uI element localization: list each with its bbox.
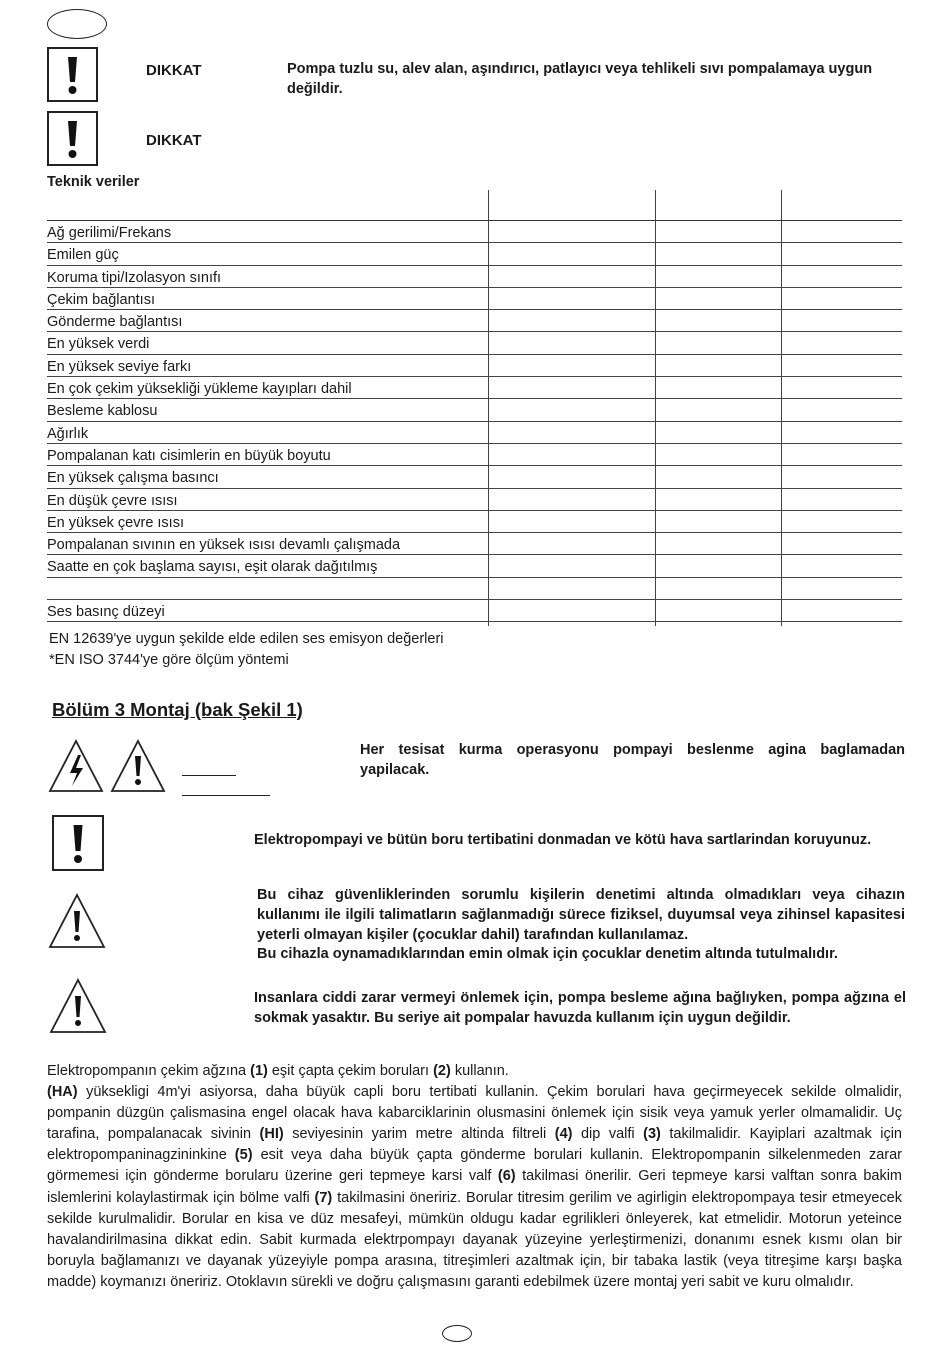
tech-data-title: Teknik veriler <box>47 174 140 190</box>
table-row <box>47 466 902 488</box>
row-label: Gönderme bağlantısı <box>47 314 183 331</box>
row-label: Emilen güç <box>47 247 119 264</box>
table-header <box>47 190 902 221</box>
notice-children: Bu cihaz güvenliklerinden sorumlu kişilerin denetimi altında olmadıkları veya cihazın kullanımı ile ilgili talimatların sağlanmadığı sürece fiziksel, duyumsal veya zihinsel kapasitesi yeterli olmayan kişiler (çocuklar dahil) tarafından kullanılamaz. <box>257 887 905 943</box>
table-row <box>47 332 902 354</box>
caution-box-1 <box>47 47 98 102</box>
table-row <box>47 444 902 466</box>
row-label: En yüksek çevre ısısı <box>47 514 184 531</box>
row-label: Pompalanan katı cisimlerin en büyük boyutu <box>47 447 331 464</box>
table-row <box>47 399 902 421</box>
text-run: eşit çapta çekim boruları <box>267 1063 434 1079</box>
row-label: Pompalanan sıvının en yüksek ısısı devamlı çalışmada <box>47 537 401 554</box>
notice-children-supervision: Bu cihazla oynamadıklarından emin olmak için çocuklar denetim altında tutulmalıdır. <box>257 946 838 962</box>
table-row <box>47 355 902 377</box>
text-run: takilmalidir. Kayiplari azaltmak için elektropompaninagzininkine <box>47 1126 902 1164</box>
text-run: kullanın. <box>450 1063 509 1079</box>
language-oval-bottom <box>442 1325 472 1342</box>
row-label: En yüksek çalışma basıncı <box>47 470 219 487</box>
table-row <box>47 288 902 310</box>
text-run: Elektropompanın çekim ağzına <box>47 1063 251 1079</box>
table-row <box>47 533 902 555</box>
table-row <box>47 422 902 444</box>
text-run: takilmasini öneririz. Borular titresim gerilim ve agirligin elektropompaya tesir etmeyecek sekilde kurulmalidir. Borular en kisa ve düz mesafeyi, mümkün oldugu kadar egrilikleri önleyerek, kat etmelidir. Motorun yeteince havalandirilmasina dikkat edin. Sabit kurmada elektrpompayı dayanak yüzeyine yerleştirmenizi, donanımı esnek kısmı olan bir boruyla bağlamanızı ve dayanak yüzeyiyle pompa arasına, titreşimleri azaltmak için, bir tabaka lastik (veya titreşime karşı başka madde) koymanızı öneririz. Otoklavın sürekli ve doğru çalışmasını garanti edebilmek üzere montaj yeri sabit ve kuru olmalıdır. <box>47 1189 902 1290</box>
text-run: yüksekligi 4m'yi asiyorsa, daha büyük capli boru tertibati kullanin. Çekim borulari hava geçirmeyecek sekilde olmalidir, pompanin düzgün çalismasina engel olacak hava kabarciklarinin olusmasini önlemek için sisik veya yamuk yerler olmamalidir. Uç tarafina, pompalanacak sivinin <box>47 1084 902 1143</box>
warning-triangle-icon <box>109 738 167 794</box>
language-oval-top <box>47 9 107 39</box>
exclamation-icon <box>49 113 96 164</box>
ref-number: (6) <box>497 1168 516 1185</box>
ref-number: (3) <box>643 1126 661 1143</box>
row-label: Koruma tipi/Izolasyon sınıfı <box>47 269 222 286</box>
row-label: En çok çekim yüksekliği yükleme kayıpları dahil <box>47 381 352 398</box>
exclamation-icon <box>54 817 102 869</box>
sound-note-1: EN 12639'ye uygun şekilde elde edilen ses emisyon değerleri <box>49 631 444 647</box>
blank-line <box>182 775 236 776</box>
ref-number: (1) <box>250 1063 268 1079</box>
electric-hazard-icon <box>47 738 105 794</box>
ref-number: (4) <box>554 1126 573 1143</box>
table-row <box>47 266 902 288</box>
table-row <box>47 243 902 265</box>
notice-frost: Elektropompayi ve bütün boru tertibatini donmadan ve kötü hava sartlarindan koruyunuz. <box>254 832 872 848</box>
table-row <box>47 489 902 511</box>
text-run: seviyesinin yarim metre altinda filtreli <box>283 1126 555 1143</box>
row-label: Ses basınç düzeyi <box>47 604 165 621</box>
table-row <box>47 511 902 533</box>
ref-number: (HA) <box>47 1084 78 1101</box>
caution-label-2: DIKKAT <box>146 132 202 149</box>
warning-triangle-icon <box>48 977 108 1035</box>
caution-box-2 <box>47 111 98 166</box>
ref-number: (2) <box>433 1063 451 1079</box>
row-label: Ağırlık <box>47 425 89 442</box>
installation-text <box>47 1061 902 1293</box>
row-label: En yüksek seviye farkı <box>47 358 192 375</box>
notice-hand-inlet: Insanlara ciddi zarar vermeyi önlemek için, pompa besleme ağına bağlıyken, pompa ağzına el sokmak yasaktır. Bu seriye ait pompalar havuzda kullanım için uygun değildir. <box>254 990 906 1026</box>
paragraph-piping <box>47 1082 902 1293</box>
table-row <box>47 555 902 577</box>
blank-line <box>182 795 270 796</box>
tech-data-table <box>47 190 902 622</box>
row-label: Besleme kablosu <box>47 403 158 420</box>
table-row <box>47 578 902 600</box>
row-label: Çekim bağlantısı <box>47 291 155 308</box>
row-label: En yüksek verdi <box>47 336 150 353</box>
notice-disconnect: Her tesisat kurma operasyonu pompayi beslenme agina baglamadan yapilacak. <box>360 742 905 778</box>
ref-number: (7) <box>314 1189 333 1206</box>
warning-triangle-icon <box>47 892 107 950</box>
exclamation-icon <box>49 49 96 100</box>
caution-label-1: DIKKAT <box>146 62 202 79</box>
table-row <box>47 310 902 332</box>
ref-number: (5) <box>234 1147 253 1164</box>
row-label: En düşük çevre ısısı <box>47 492 178 509</box>
section-title: Bölüm 3 Montaj (bak Şekil 1) <box>52 699 303 720</box>
ref-number: (HI) <box>259 1126 284 1143</box>
row-label: Ağ gerilimi/Frekans <box>47 225 172 241</box>
text-run: dip valfi <box>572 1126 644 1143</box>
caution-text-1: Pompa tuzlu su, alev alan, aşındırıcı, patlayıcı veya tehlikeli sıvı pompalamaya uygun değildir. <box>287 61 873 97</box>
table-row <box>47 221 902 243</box>
table-row <box>47 377 902 399</box>
text-run: takilmasi önerilir. Geri tepmeye karsi valftan sonra bakim islemlerini kolaylastirmak için bölme valfi <box>47 1168 902 1206</box>
row-label: Saatte en çok başlama sayısı, eşit olarak dağıtılmış <box>47 559 378 576</box>
caution-box-3 <box>52 815 104 871</box>
table-row <box>47 600 902 622</box>
paragraph-suction <box>47 1061 902 1082</box>
sound-note-2: *EN ISO 3744'ye göre ölçüm yöntemi <box>49 652 289 668</box>
text-run: esit veya daha büyük çapta gönderme borulari kullanin. Elektropompanin silkelenmeden zarar görmemesi için gönderme borularu üzerine geri tepmeye karsi valf <box>47 1147 902 1185</box>
